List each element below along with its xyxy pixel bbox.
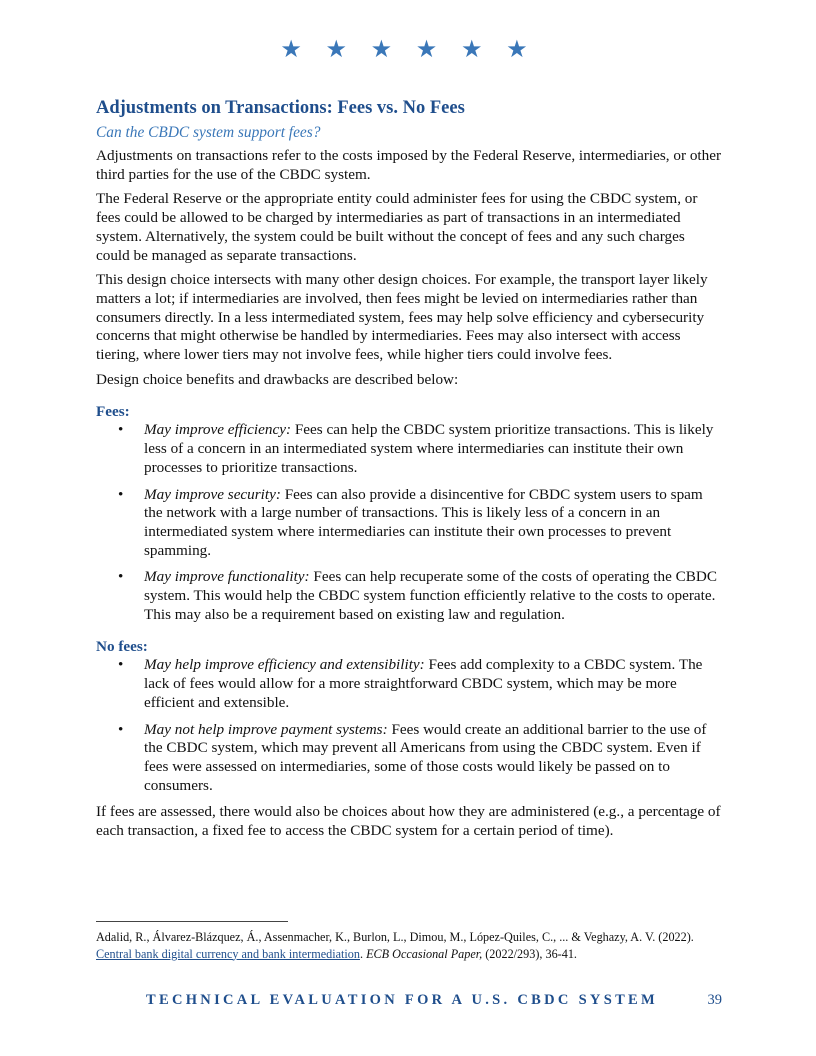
list-item <box>96 421 722 477</box>
fees-list <box>96 421 722 624</box>
fees-label: Fees: <box>96 403 130 421</box>
paragraph-3: This design choice intersects with many other design choices. For example, the transport layer likely matters a lot; if intermediaries are involved, then fees might be levied on intermediaries rather than consumers directly. In a less intermediated system, fees may help solve efficiency and cybersecurity concerns that might otherwise be handled by intermediaries. Fees may also intersect with access tiering, where lower tiers may not involve fees, while higher tiers could involve fees. <box>96 271 708 364</box>
item-title: May improve functionality: <box>144 568 310 586</box>
page-number: 39 <box>707 992 722 1008</box>
paragraph-2: The Federal Reserve or the appropriate entity could administer fees for using the CBDC system, or fees could be allowed to be charged by intermediaries as part of transactions in an intermediated system. Alternatively, the system could be built without the concept of fees and any such charges could be managed as separate transactions. <box>96 190 698 264</box>
footnote-tail: (2022/293), 36-41. <box>482 946 577 961</box>
item-text: Fees add complexity to a CBDC system. The lack of fees would allow for a more straightforward CBDC system, which may be more efficient and extensible. <box>144 656 703 711</box>
page-content <box>96 95 722 847</box>
item-title: May help improve efficiency and extensibility: <box>144 656 425 674</box>
item-title: May not help improve payment systems: <box>144 720 388 738</box>
footnote-authors: Adalid, R., Álvarez-Blázquez, Á., Assenmacher, K., Burlon, L., Dimou, M., López-Quiles, C., ... & Veghazy, A. V. (2022). <box>96 930 694 944</box>
footnote-separator: . <box>359 946 367 961</box>
bullet-icon: • <box>118 421 124 439</box>
list-item <box>96 721 722 796</box>
bullet-icon: • <box>118 485 124 503</box>
section-heading: Adjustments on Transactions: Fees vs. No Fees <box>96 98 465 118</box>
item-text: Fees can also provide a disincentive for CBDC system users to spam the network with a large number of transactions. This is likely less of a concern in an intermediated system where intermediaries can institute their own processes to prevent spamming. <box>144 485 703 559</box>
bullet-icon: • <box>118 568 124 586</box>
item-title: May improve efficiency: <box>144 421 292 439</box>
footnote-link[interactable]: Central bank digital currency and bank intermediation <box>96 946 360 961</box>
list-item <box>96 656 722 712</box>
bullet-icon: • <box>118 720 124 738</box>
section-subtitle: Can the CBDC system support fees? <box>96 124 321 141</box>
header-stars: ★ ★ ★ ★ ★ ★ <box>280 35 536 63</box>
item-title: May improve security: <box>144 485 281 503</box>
footnote-journal: ECB Occasional Paper, <box>366 946 483 961</box>
page-footer <box>96 990 722 1010</box>
paragraph-4: Design choice benefits and drawbacks are described below: <box>96 370 459 388</box>
item-text: Fees would create an additional barrier to the use of the CBDC system, which may prevent all Americans from using the CBDC system. Even if fees were assessed on intermediaries, some of those costs would likely be passed on to consumers. <box>144 720 707 794</box>
bullet-icon: • <box>118 656 124 674</box>
footer-title: TECHNICAL EVALUATION FOR A U.S. CBDC SYSTEM <box>146 992 658 1008</box>
item-text: Fees can help the CBDC system prioritize transactions. This is likely less of a concern in an intermediated system where intermediaries can institute their own processes to prioritize transactions. <box>144 421 714 476</box>
no-fees-list <box>96 656 722 795</box>
no-fees-label: No fees: <box>96 638 148 656</box>
paragraph-1: Adjustments on transactions refer to the costs imposed by the Federal Reserve, intermediaries, or other third parties for the use of the CBDC system. <box>96 147 722 183</box>
item-text: Fees can help recuperate some of the costs of operating the CBDC system. This would help the CBDC system function efficiently relative to the costs to operate. This may also be a requirement based on existing law and regulation. <box>144 568 718 623</box>
list-item <box>96 486 722 561</box>
footnote <box>96 929 722 962</box>
closing-paragraph: If fees are assessed, there would also be choices about how they are administered (e.g., a percentage of each transaction, a fixed fee to access the CBDC system for a certain period of time). <box>96 803 721 840</box>
list-item <box>96 568 722 624</box>
footnote-divider <box>96 921 288 922</box>
